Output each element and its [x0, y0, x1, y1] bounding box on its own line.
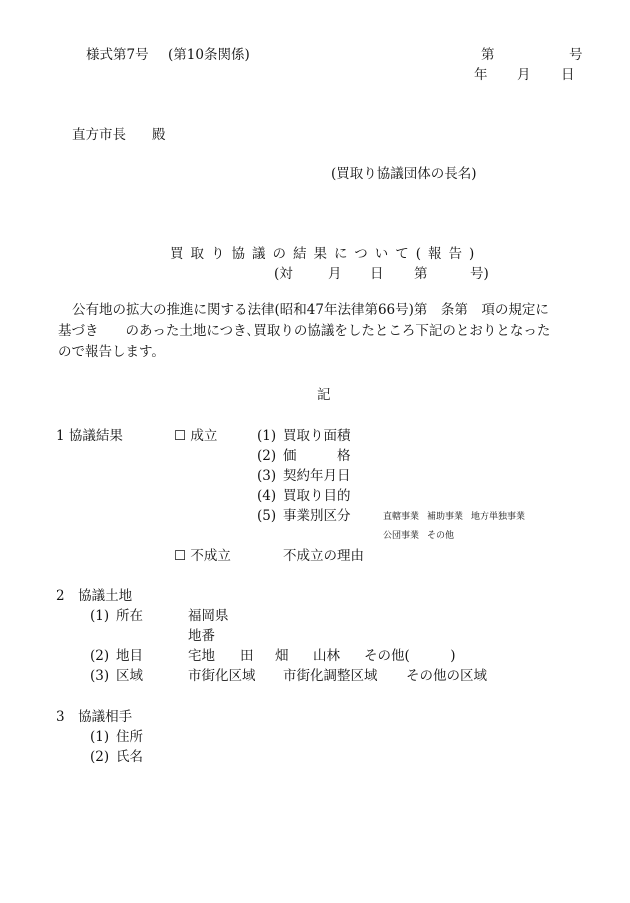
category-direct-project: 直轄事業	[383, 512, 420, 522]
item-number: (1)	[90, 729, 110, 745]
body-line: 基づき のあった土地につき､買取りの協議をしたところ下記のとおりとなった	[58, 323, 551, 339]
item-number: (3)	[257, 468, 277, 484]
category-other: その他	[427, 531, 455, 541]
location-label: 所在	[116, 608, 143, 624]
title-sub-month: 月	[328, 266, 342, 282]
item-number: (1)	[90, 608, 110, 624]
body-paragraph	[58, 300, 596, 363]
zone-other: その他の区域	[406, 668, 487, 684]
zone-label: 区域	[116, 668, 143, 684]
clause-reference: (第10条関係)	[168, 47, 250, 63]
address-label: 住所	[116, 729, 143, 745]
section-2-heading: 2 協議土地	[56, 588, 133, 604]
prefecture-value: 福岡県	[188, 608, 229, 624]
category-local-project: 地方単独事業	[471, 512, 526, 522]
form-label: 様式第7号	[86, 47, 149, 63]
item-number: (2)	[90, 648, 110, 664]
date-month: 月	[517, 67, 531, 83]
title-sub-number: 第	[414, 266, 428, 282]
item-contract-date: 契約年月日	[283, 468, 351, 484]
item-number: (2)	[90, 749, 110, 765]
not-established-checkbox[interactable]: ☐ 不成立	[174, 548, 231, 564]
failure-reason-label: 不成立の理由	[283, 548, 364, 564]
body-line: ので報告します。	[58, 344, 165, 360]
section-3-heading: 3 協議相手	[56, 709, 133, 725]
sender-name: (買取り協議団体の長名)	[331, 166, 477, 182]
land-type-residential: 宅地	[188, 648, 215, 664]
established-checkbox[interactable]: ☐ 成立	[174, 428, 218, 444]
zone-urbanization-control: 市街化調整区域	[283, 668, 378, 684]
date-day: 日	[561, 67, 575, 83]
land-type-label: 地目	[116, 648, 143, 664]
item-number: (1)	[257, 428, 277, 444]
date-year: 年	[474, 67, 488, 83]
land-type-paddy: 田	[240, 648, 254, 664]
title-sub-day: 日	[370, 266, 384, 282]
name-label: 氏名	[116, 749, 143, 765]
item-number: (2)	[257, 448, 277, 464]
category-subsidized-project: 補助事業	[427, 512, 464, 522]
item-number: (3)	[90, 668, 110, 684]
zone-urbanization: 市街化区域	[188, 668, 256, 684]
land-type-forest: 山林	[313, 648, 340, 664]
document-number-suffix: 号	[569, 47, 583, 63]
item-number: (5)	[257, 508, 277, 524]
body-line: 公有地の拡大の推進に関する法律(昭和47年法律第66号)第 条第 項の規定に	[72, 302, 549, 318]
item-number: (4)	[257, 488, 277, 504]
item-purchase-purpose: 買取り目的	[283, 488, 351, 504]
land-type-field: 畑	[275, 648, 289, 664]
section-1-heading: 1 協議結果	[56, 428, 123, 444]
item-business-category: 事業別区分	[283, 508, 351, 524]
document-number-prefix: 第	[481, 47, 495, 63]
title-sub-close: 号)	[470, 266, 489, 282]
title-sub-open: (対	[274, 266, 293, 282]
item-price: 価 格	[283, 448, 351, 464]
note-heading: 記	[317, 387, 331, 403]
addressee-honorific: 殿	[152, 127, 166, 143]
land-type-other: その他( )	[364, 648, 456, 664]
document-title: 買取り協議の結果について(報告)	[170, 246, 482, 262]
addressee-name: 直方市長	[72, 127, 126, 143]
lot-number-label: 地番	[188, 628, 215, 644]
category-public-corp-project: 公団事業	[383, 531, 420, 541]
item-purchase-area: 買取り面積	[283, 428, 351, 444]
